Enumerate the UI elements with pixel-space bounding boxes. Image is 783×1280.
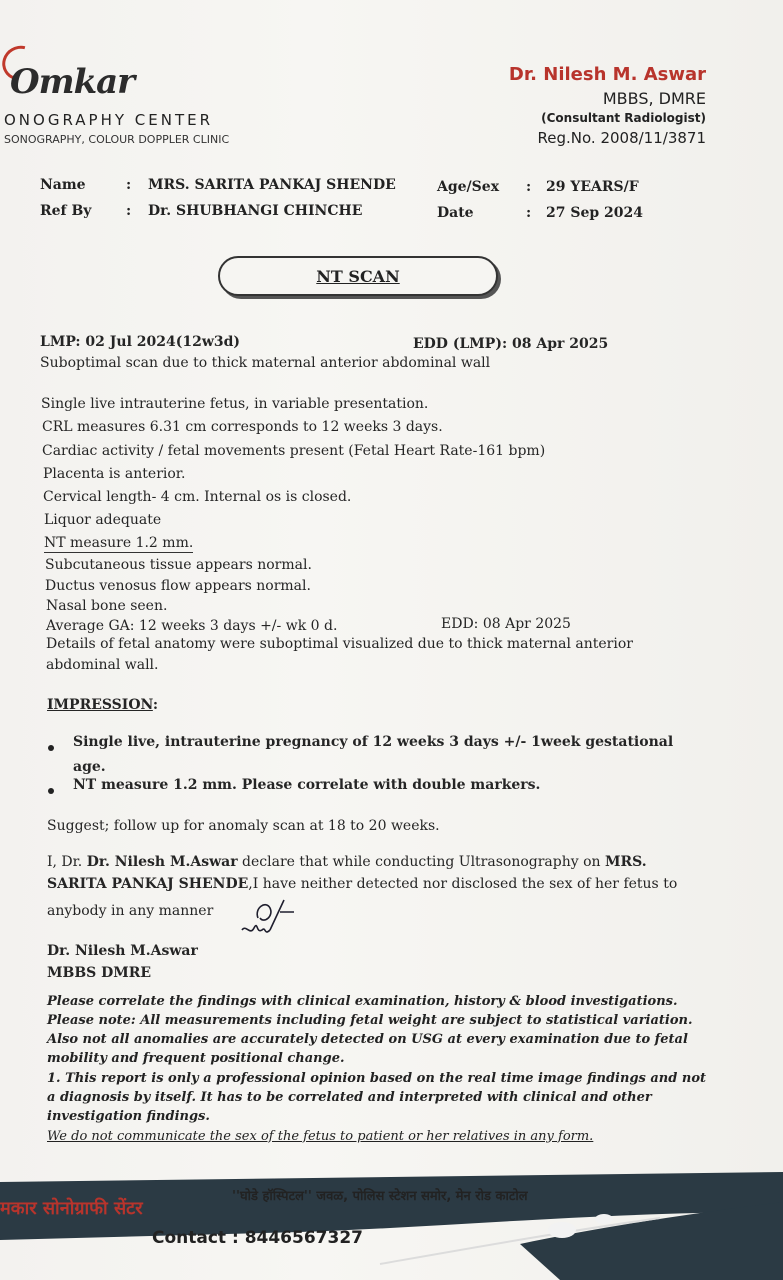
clinic-name: ONOGRAPHY CENTER — [4, 111, 214, 129]
bullet-icon — [48, 745, 54, 751]
name-colon: : — [126, 177, 132, 193]
declaration-patient-prefix: MRS. — [605, 854, 647, 870]
disclaimer-line: Please correlate the findings with clinical examination, history & blood investigations. — [47, 994, 678, 1009]
ref-colon: : — [126, 203, 132, 219]
footer-clinic-name: मकार सोनोग्राफी सेंटर — [0, 1198, 143, 1219]
lmp: LMP: 02 Jul 2024(12w3d) — [40, 334, 241, 350]
impression-bullet-2: NT measure 1.2 mm. Please correlate with double markers. — [73, 777, 541, 793]
date-colon: : — [526, 205, 532, 221]
finding-line: Subcutaneous tissue appears normal. — [45, 557, 312, 573]
footer-contact: Contact : 8446567327 — [152, 1228, 363, 1248]
footer-address: ''घोडे हॉस्पिटल'' जवळ, पोलिस स्टेशन समोर, मेन रोड काटोल — [232, 1189, 528, 1204]
finding-line: Nasal bone seen. — [46, 598, 168, 614]
declaration-mid: declare that while conducting Ultrasonography on — [237, 854, 606, 870]
finding-line: Placenta is anterior. — [43, 466, 186, 482]
doctor-degree: MBBS, DMRE — [602, 89, 706, 108]
declaration-rest: ,I have neither detected nor disclosed the sex of her fetus to — [248, 876, 678, 892]
clinic-logo: Omkar — [10, 62, 135, 102]
disclaimer-line: Also not all anomalies are accurately detected on USG at every examination due to fetal — [47, 1032, 688, 1047]
average-ga: Average GA: 12 weeks 3 days +/- wk 0 d. — [46, 618, 338, 634]
finding-line: Cardiac activity / fetal movements present (Fetal Heart Rate-161 bpm) — [42, 443, 546, 459]
declaration-line-2 — [47, 876, 677, 892]
finding-line-nt: NT measure 1.2 mm. — [44, 535, 194, 551]
bullet-icon — [48, 788, 54, 794]
finding-line: CRL measures 6.31 cm corresponds to 12 weeks 3 days. — [42, 419, 443, 435]
signatory-degree: MBBS DMRE — [47, 965, 152, 981]
impression-heading-text: IMPRESSION — [47, 697, 153, 713]
suboptimal-note: Suboptimal scan due to thick maternal anterior abdominal wall — [40, 355, 491, 371]
finding-line: Single live intrauterine fetus, in variable presentation. — [41, 396, 429, 412]
declaration-line-3: anybody in any manner — [47, 903, 214, 919]
disclaimer-line: investigation findings. — [47, 1109, 210, 1124]
declaration-pre: I, Dr. — [47, 854, 87, 870]
doctor-role: (Consultant Radiologist) — [541, 111, 706, 125]
disclaimer-line-sex-policy: We do not communicate the sex of the fetus to patient or her relatives in any form. — [47, 1129, 594, 1144]
impression-bullet-1b: age. — [73, 759, 106, 775]
disclaimer-line: mobility and frequent positional change. — [47, 1051, 345, 1066]
report-title: NT SCAN — [316, 267, 400, 286]
signatory-name: Dr. Nilesh M.Aswar — [47, 943, 198, 959]
disclaimer-line: Please note: All measurements including fetal weight are subject to statistical variation. — [47, 1013, 693, 1028]
age-label: Age/Sex — [437, 179, 500, 195]
age-sex-value: 29 YEARS/F — [546, 179, 639, 195]
referring-doctor: Dr. SHUBHANGI CHINCHE — [148, 203, 363, 219]
impression-heading — [47, 697, 158, 713]
declaration-line-1 — [47, 854, 647, 870]
age-colon: : — [526, 179, 532, 195]
date-value: 27 Sep 2024 — [546, 205, 644, 221]
disclaimer-line: a diagnosis by itself. It has to be correlated and interpreted with clinical and other — [47, 1090, 652, 1105]
declaration-patient: SARITA PANKAJ SHENDE — [47, 876, 249, 892]
impression-colon: : — [152, 697, 159, 713]
date-label: Date — [437, 205, 474, 221]
doctor-registration: Reg.No. 2008/11/3871 — [537, 129, 706, 147]
finding-line: Ductus venosus flow appears normal. — [45, 578, 311, 594]
suggestion: Suggest; follow up for anomaly scan at 18 to 20 weeks. — [47, 818, 440, 834]
impression-bullet-1a: Single live, intrauterine pregnancy of 12 weeks 3 days +/- 1week gestational — [73, 734, 674, 750]
ref-label: Ref By — [40, 203, 92, 219]
handwritten-signature — [236, 890, 300, 942]
finding-line: Liquor adequate — [44, 512, 162, 528]
edd-lmp: EDD (LMP): 08 Apr 2025 — [413, 336, 609, 352]
finding-line: Cervical length- 4 cm. Internal os is closed. — [43, 489, 352, 505]
report-title-box — [218, 256, 498, 296]
disclaimer-line: 1. This report is only a professional opinion based on the real time image findings and not — [47, 1071, 707, 1086]
details-line-1: Details of fetal anatomy were suboptimal visualized due to thick maternal anterior — [46, 636, 633, 652]
declaration-doctor: Dr. Nilesh M.Aswar — [86, 854, 238, 870]
name-label: Name — [40, 177, 86, 193]
edd: EDD: 08 Apr 2025 — [441, 616, 571, 632]
clinic-subtitle: SONOGRAPHY, COLOUR DOPPLER CLINIC — [4, 133, 230, 146]
patient-name: MRS. SARITA PANKAJ SHENDE — [148, 177, 396, 193]
details-line-2: abdominal wall. — [46, 657, 159, 673]
doctor-name: Dr. Nilesh M. Aswar — [508, 64, 706, 85]
